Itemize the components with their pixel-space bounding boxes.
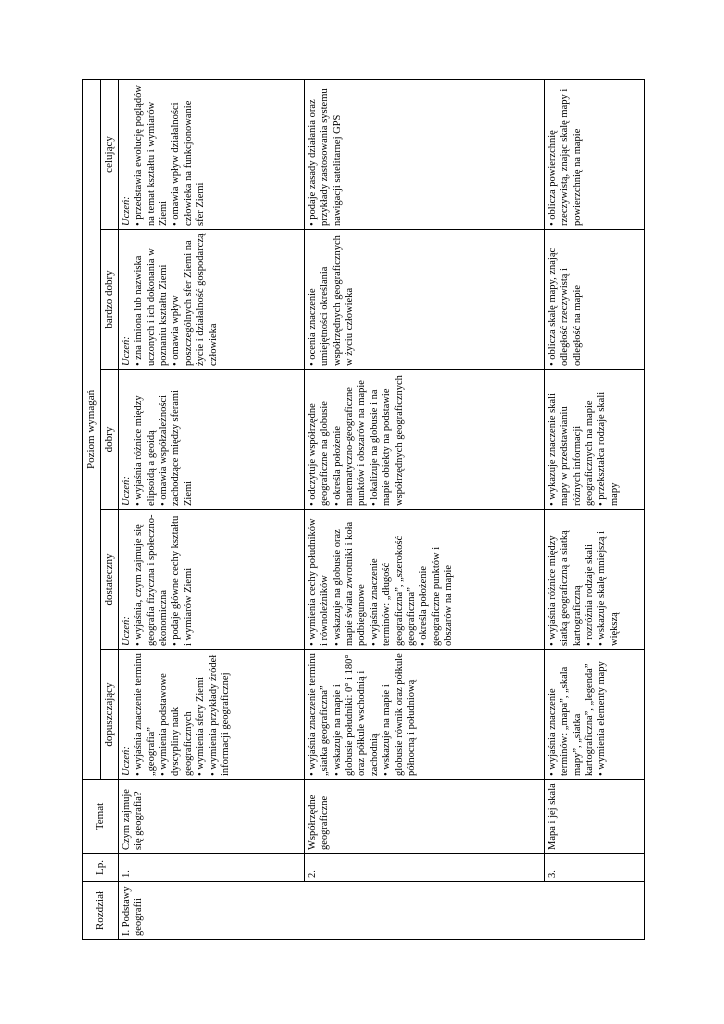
uczen-label: Uczeń: [120,746,132,776]
requirement-item: • wyjaśnia znaczenie terminu „siatka geograficzna” [307,653,332,776]
requirement-item: • wskazuje skalę mniejszą i większą [596,513,621,646]
row-3-level-3 [544,370,644,510]
requirement-item: • omawia współzależności zachodzące między sferami Ziemi [158,373,195,506]
requirement-item: • omawia wpływ działalności człowieka na funkcjonowanie sfer Ziemi [170,83,207,226]
row-2-level-5 [304,79,544,229]
requirement-list [547,233,584,366]
requirement-item: • oblicza powierzchnię rzeczywistą, znając skalę mapy i powierzchnię na mapie [547,83,584,226]
row-2-temat: Współrzędne geograficzne [304,780,544,854]
requirement-list [133,513,195,646]
requirement-list [133,653,232,776]
header-level-dostateczny: dostateczny [100,510,118,650]
requirement-list [307,653,418,776]
row-1-level-5 [118,79,304,229]
row-2-level-2 [304,510,544,650]
row-1-level-3 [118,370,304,510]
header-level-dopuszczajacy: dopuszczający [100,650,118,780]
requirement-item: • wyjaśnia znaczenie terminów: „mapa”, „skala mapy”, „siatka kartograficzna”, „legenda” [547,653,597,776]
row-1-level-2 [118,510,304,650]
requirement-item: • wskazuje na mapie i globusie południki: 0° i 180° oraz półkule wschodnią i zachodnią [332,653,382,776]
header-level-celujacy: celujący [100,79,118,229]
requirement-item: • wymienia cechy południków i równoleżników [307,513,332,646]
row-3-level-4 [544,230,644,370]
requirement-list [307,83,344,226]
requirement-item: • wskazuje na mapie i globusie równik oraz półkule północną i południową [381,653,418,776]
requirement-item: • wymienia podstawowe dyscypliny nauk geograficznych [158,653,195,776]
row-1-temat: Czym zajmuje się geografia? [118,780,304,854]
requirement-item: • wymienia elementy mapy [596,653,608,776]
row-1-lp: 1. [118,854,304,882]
uczen-label: Uczeń: [120,476,132,506]
requirement-item: • określa położenie geograficzne punktów i obszarów na mapie [418,513,455,646]
header-level-bardzo-dobry: bardzo dobry [100,230,118,370]
row-3-level-2 [544,510,644,650]
header-poziom-wymagan: Poziom wymagań [83,79,101,779]
requirement-list [307,373,406,506]
requirement-item: • omawia wpływ poszczególnych sfer Ziemi na życie i działalność gospodarczą człowieka [170,233,220,366]
requirement-list [307,513,456,646]
requirement-item: • rozróżnia rodzaje skali [584,513,596,646]
header-temat: Temat [83,780,119,854]
uczen-label: Uczeń: [120,616,132,646]
requirement-item: • podaje główne cechy kształtu i wymiarów Ziemi [170,513,195,646]
row-3-level-1 [544,650,644,780]
row-2-level-3 [304,370,544,510]
row-3-level-5 [544,79,644,229]
requirement-list [133,373,195,506]
row-2-level-1 [304,650,544,780]
row-1-level-4 [118,230,304,370]
row-1-level-1 [118,650,304,780]
requirement-item: • wyjaśnia znaczenie terminów: „długość geograficzna”, „szerokość geograficzna” [369,513,419,646]
uczen-label: Uczeń: [120,336,132,366]
requirement-item: • określa położenie matematyczno-geograficzne punktów i obszarów na mapie [332,373,369,506]
row-3-temat: Mapa i jej skala [544,780,644,854]
requirement-item: • lokalizuje na globusie i na mapie obiekty na podstawie współrzędnych geograficznych [369,373,406,506]
requirement-item: • zna imiona lub nazwiska uczonych i ich dokonania w poznaniu kształtu Ziemi [133,233,170,366]
requirement-item: • wymienia przykłady źródeł informacji geograficznej [208,653,233,776]
requirement-item: • wykazuje znaczenie skali mapy w przedstawianiu różnych informacji geograficznych na mapie [547,373,597,506]
requirement-item: • wyjaśnia różnice między elipsoidą a geoidą [133,373,158,506]
row-2-lp: 2. [304,854,544,882]
requirement-list [133,83,207,226]
requirement-list [133,233,220,366]
requirement-item: • oblicza skalę mapy, znając odległość rzeczywistą i odległość na mapie [547,233,584,366]
row-2-level-4 [304,230,544,370]
requirement-item: • przekształca rodzaje skali mapy [596,373,621,506]
requirement-item: • podaje zasady działania oraz przykłady zastosowania systemu nawigacji satelitarnej GPS [307,83,344,226]
header-lp: Lp. [83,854,119,882]
requirements-table [82,79,645,940]
requirement-item: • wyjaśnia, czym zajmuje się geografia fizyczna i społeczno-ekonomiczna [133,513,170,646]
requirement-list [547,373,621,506]
requirement-list [547,653,609,776]
chapter-cell: I. Podstawy geografii [118,882,644,940]
requirement-item: • wyjaśnia różnice między siatką geograficzną a siatką kartograficzną [547,513,584,646]
requirement-item: • wymienia sfery Ziemi [195,653,207,776]
requirement-item: • ocenia znaczenie umiejętności określania współrzędnych geograficznych w życiu człowieka [307,233,357,366]
requirement-list [547,513,621,646]
requirement-item: • odczytuje współrzędne geograficzne na globusie [307,373,332,506]
rotated-page [82,80,637,940]
row-3-lp: 3. [544,854,644,882]
header-rozdzial: Rozdział [83,882,119,940]
requirement-item: • wyjaśnia znaczenie terminu „geografia” [133,653,158,776]
header-level-dobry: dobry [100,370,118,510]
requirement-list [547,83,584,226]
requirement-item: • przedstawia ewolucję poglądów na temat kształtu i wymiarów Ziemi [133,83,170,226]
uczen-label: Uczeń: [120,196,132,226]
requirement-list [307,233,357,366]
requirement-item: • wskazuje na globusie oraz mapie świata zwrotniki i koła podbiegunowe [332,513,369,646]
